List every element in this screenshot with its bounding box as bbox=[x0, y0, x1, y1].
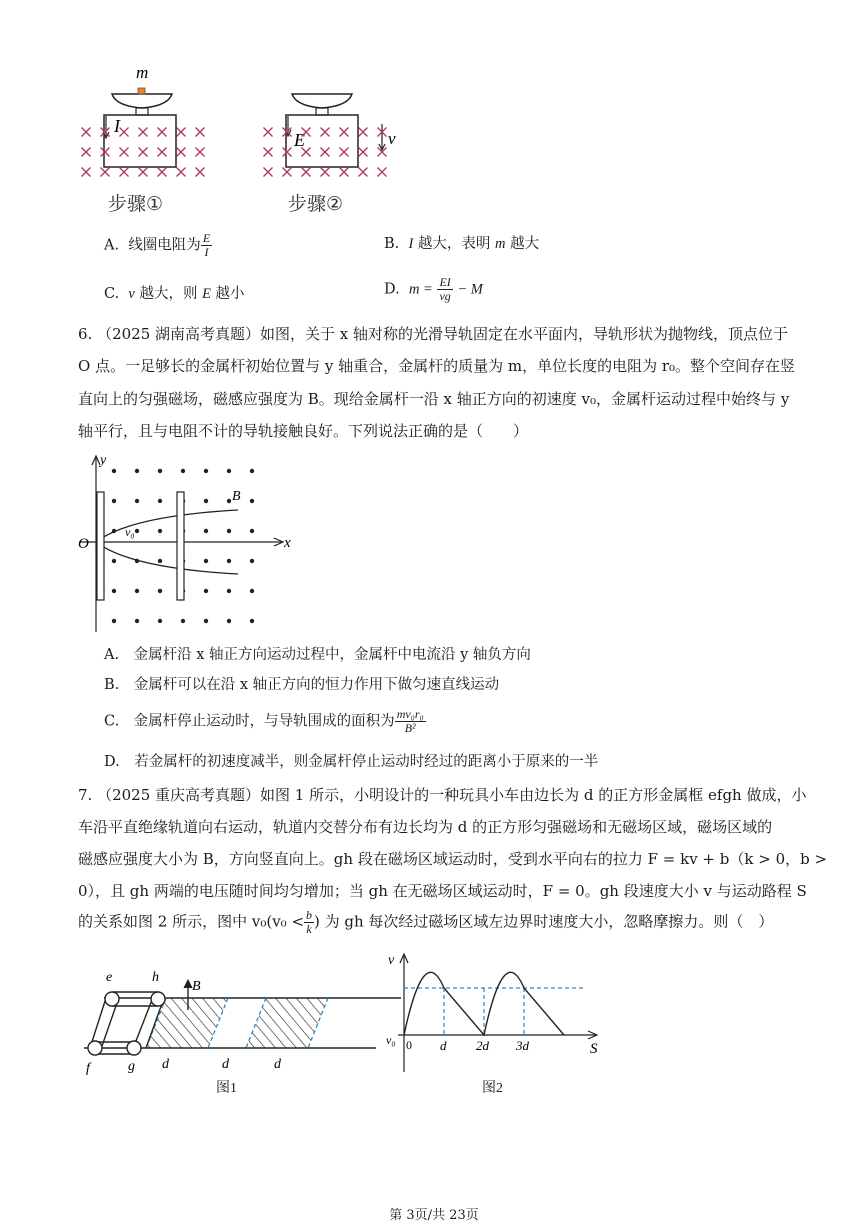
field-cross-mark bbox=[302, 148, 311, 157]
field-cross-mark bbox=[340, 148, 349, 157]
fraction-e-over-i: $\frac{E}{I}$ bbox=[202, 231, 211, 259]
field-dot-mark bbox=[158, 619, 162, 623]
field-cross-mark bbox=[378, 168, 387, 177]
field-cross-mark bbox=[196, 128, 205, 137]
q7-figure-2 bbox=[380, 950, 610, 1075]
s-axis-label: S bbox=[590, 1041, 598, 1057]
field-cross-mark bbox=[264, 148, 273, 157]
field-dot-mark bbox=[158, 559, 162, 563]
field-cross-mark bbox=[120, 128, 129, 137]
field-cross-mark bbox=[139, 128, 148, 137]
field-dot-mark bbox=[250, 499, 254, 503]
q6-option-d: D. 若金属杆的初速度减半，则金属杆停止运动时经过的距离小于原来的一半 bbox=[104, 754, 599, 770]
field-cross-mark bbox=[158, 168, 167, 177]
step1-label: 步骤① bbox=[108, 193, 164, 215]
field-dot-mark bbox=[181, 619, 185, 623]
field-cross-mark bbox=[359, 148, 368, 157]
field-dot-mark bbox=[250, 529, 254, 533]
magnetic-field-crosses-1 bbox=[82, 128, 205, 177]
field-cross-mark bbox=[101, 168, 110, 177]
step2-label: 步骤② bbox=[288, 193, 344, 215]
width-d-3: d bbox=[274, 1057, 281, 1072]
q6-option-c: C. 金属杆停止运动时，与导轨围成的面积为 $\frac{\text{mv₀r₀}}{\text{B²}}$ bbox=[104, 707, 424, 735]
v0-tick-label: v₀ bbox=[386, 1033, 396, 1047]
field-dot-mark bbox=[112, 469, 116, 473]
field-cross-mark bbox=[359, 168, 368, 177]
rod-initial bbox=[97, 492, 104, 600]
b-field-label: B bbox=[232, 489, 241, 504]
q6-line-2: O 点。一足够长的金属杆初始位置与 y 轴重合，金属杆的质量为 m，单位长度的电阻为 r₀。整个空间存在竖 bbox=[78, 357, 796, 375]
corner-f-label: f bbox=[86, 1061, 90, 1076]
q6-option-b: B. 金属杆可以在沿 x 轴正方向的恒力作用下做匀速直线运动 bbox=[104, 677, 500, 693]
q7-line-4: 0），且 gh 两端的电压随时间均匀增加；当 gh 在无磁场区域运动时，F = 0。gh 段速度大小 v 与运动路程 S bbox=[78, 882, 807, 900]
velocity-label: v bbox=[388, 129, 396, 148]
field-cross-mark bbox=[321, 168, 330, 177]
zero-tick-label: 0 bbox=[406, 1038, 412, 1052]
field-cross-mark bbox=[302, 168, 311, 177]
field-dot-mark bbox=[112, 499, 116, 503]
q6-figure-svg bbox=[70, 450, 310, 635]
field-dot-mark bbox=[158, 499, 162, 503]
page-footer: 第 3页/共 23页 bbox=[389, 1208, 479, 1223]
mass-block bbox=[138, 88, 145, 94]
width-d-2: d bbox=[222, 1057, 229, 1072]
field-cross-mark bbox=[177, 168, 186, 177]
field-cross-mark bbox=[264, 168, 273, 177]
q7-figure-2-svg bbox=[380, 950, 610, 1075]
field-dot-mark bbox=[250, 589, 254, 593]
x-axis-label: x bbox=[284, 535, 291, 551]
field-dot-mark bbox=[135, 589, 139, 593]
field-cross-mark bbox=[139, 148, 148, 157]
field-cross-mark bbox=[120, 148, 129, 157]
figure-1-caption: 图1 bbox=[216, 1081, 237, 1096]
field-cross-mark bbox=[82, 148, 91, 157]
field-cross-mark bbox=[340, 128, 349, 137]
field-dot-mark bbox=[158, 529, 162, 533]
q6-line-4: 轴平行，且与电阻不计的导轨接触良好。下列说法正确的是（ ） bbox=[78, 422, 529, 440]
field-dot-mark bbox=[227, 499, 231, 503]
q7-figure-1 bbox=[76, 960, 406, 1095]
y-axis-label: y bbox=[100, 453, 107, 468]
field-dot-mark bbox=[135, 499, 139, 503]
field-dot-mark bbox=[112, 559, 116, 563]
field-cross-mark bbox=[177, 148, 186, 157]
width-d-1: d bbox=[162, 1057, 169, 1072]
field-dot-mark bbox=[250, 469, 254, 473]
field-cross-mark bbox=[196, 148, 205, 157]
rod-moving bbox=[177, 492, 184, 600]
field-dot-mark bbox=[112, 589, 116, 593]
field-dot-mark bbox=[227, 559, 231, 563]
q7-line-2: 车沿平直绝缘轨道向右运动，轨道内交替分布有边长均为 d 的正方形匀强磁场和无磁场区域，磁场区域的 bbox=[78, 818, 773, 836]
q5-option-a: A. 线圈电阻为 $\frac{E}{I}$ bbox=[104, 231, 211, 259]
field-dot-mark bbox=[204, 499, 208, 503]
q7-line-5: 的关系如图 2 所示，图中 v₀(v₀ < $\frac{b}{k}$ ) 为 gh 每次经过磁场区域左边界时速度大小，忽略摩擦力。则（ ） bbox=[78, 908, 774, 936]
field-cross-mark bbox=[264, 128, 273, 137]
field-dot-mark bbox=[250, 559, 254, 563]
field-cross-mark bbox=[120, 168, 129, 177]
origin-label: O bbox=[78, 536, 89, 552]
field-dot-mark bbox=[135, 469, 139, 473]
field-dot-mark bbox=[181, 469, 185, 473]
field-cross-mark bbox=[321, 128, 330, 137]
field-dot-mark bbox=[158, 469, 162, 473]
field-cross-mark bbox=[158, 148, 167, 157]
field-dot-mark bbox=[227, 589, 231, 593]
emf-label: E bbox=[294, 130, 305, 150]
field-cross-mark bbox=[82, 128, 91, 137]
field-dot-mark bbox=[204, 469, 208, 473]
field-cross-mark bbox=[139, 168, 148, 177]
fraction-b-over-k: $\frac{b}{k}$ bbox=[306, 908, 313, 936]
q5-option-c: C. v 越大，则 E 越小 bbox=[104, 286, 245, 302]
field-cross-mark bbox=[321, 148, 330, 157]
field-dot-mark bbox=[204, 589, 208, 593]
q5-option-b: B. I 越大，表明 m 越大 bbox=[384, 236, 540, 252]
v-axis-label: v bbox=[388, 953, 395, 968]
mass-label: m bbox=[136, 63, 149, 82]
field-cross-mark bbox=[340, 168, 349, 177]
q7-line-1: 7. （2025 重庆高考真题）如图 1 所示，小明设计的一种玩具小车由边长为 d 的正方形金属框 efgh 做成，小 bbox=[78, 786, 807, 804]
field-cross-mark bbox=[283, 168, 292, 177]
fraction-area: $\frac{\text{mv₀r₀}}{\text{B²}}$ bbox=[396, 707, 424, 735]
field-dot-mark bbox=[135, 529, 139, 533]
q6-line-1: 6. （2025 湖南高考真题）如图，关于 x 轴对称的光滑导轨固定在水平面内，导轨形状为抛物线，顶点位于 bbox=[78, 325, 789, 343]
b-label: B bbox=[192, 979, 201, 994]
corner-h-label: h bbox=[152, 970, 159, 985]
field-cross-mark bbox=[283, 148, 292, 157]
figure-2-caption: 图2 bbox=[482, 1081, 503, 1096]
v0-label: v₀ bbox=[125, 525, 135, 539]
field-cross-mark bbox=[82, 168, 91, 177]
field-dot-mark bbox=[227, 619, 231, 623]
3d-tick-label: 3d bbox=[516, 1038, 529, 1053]
q5-option-d: D. m = $\frac{EI}{vg}$ − M bbox=[384, 275, 483, 303]
rail-lower bbox=[96, 542, 238, 574]
2d-tick-label: 2d bbox=[476, 1038, 489, 1053]
field-cross-mark bbox=[101, 148, 110, 157]
q6-figure bbox=[70, 450, 310, 635]
magnetic-region-2 bbox=[246, 998, 328, 1048]
field-dot-mark bbox=[204, 529, 208, 533]
field-dot-mark bbox=[250, 619, 254, 623]
field-dot-mark bbox=[135, 619, 139, 623]
corner-e-label: e bbox=[106, 970, 113, 985]
q6-option-a: A. 金属杆沿 x 轴正方向运动过程中，金属杆中电流沿 y 轴负方向 bbox=[104, 647, 531, 663]
magnetic-field-crosses-2 bbox=[264, 128, 387, 177]
field-dot-mark bbox=[204, 619, 208, 623]
fraction-ei-over-vg: $\frac{EI}{vg}$ bbox=[439, 275, 451, 303]
field-dot-mark bbox=[227, 469, 231, 473]
field-dot-mark bbox=[227, 529, 231, 533]
rail-upper bbox=[96, 510, 238, 542]
field-cross-mark bbox=[177, 128, 186, 137]
field-cross-mark bbox=[359, 128, 368, 137]
corner-g-label: g bbox=[128, 1059, 135, 1074]
q7-line-3: 磁感应强度大小为 B，方向竖直向上。gh 段在磁场区域运动时，受到水平向右的拉力 F = kv + b（k > 0，b > bbox=[78, 850, 828, 868]
field-dot-mark bbox=[204, 559, 208, 563]
field-cross-mark bbox=[158, 128, 167, 137]
field-dot-mark bbox=[112, 619, 116, 623]
field-cross-mark bbox=[196, 168, 205, 177]
q6-line-3: 直向上的匀强磁场，磁感应强度为 B。现给金属杆一沿 x 轴正方向的初速度 v₀，金属杆运动过程中始终与 y bbox=[78, 390, 790, 408]
field-dot-mark bbox=[158, 589, 162, 593]
current-label: I bbox=[114, 116, 120, 136]
q7-figure-1-svg bbox=[76, 960, 406, 1095]
d-tick-label: d bbox=[440, 1038, 447, 1053]
